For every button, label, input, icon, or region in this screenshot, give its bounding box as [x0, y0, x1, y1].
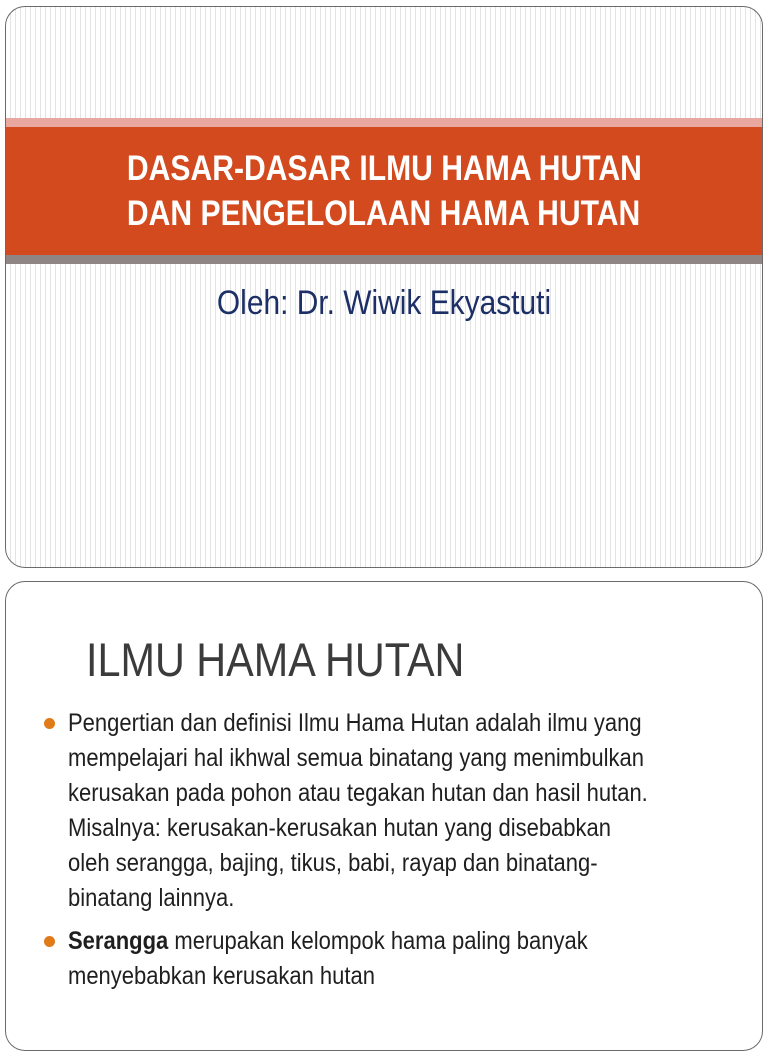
bullet-text-line: [68, 924, 663, 959]
title-band-top-stripe: [6, 118, 762, 127]
bullet-item-definition: [44, 706, 744, 916]
orange-circle-bullet-icon: [44, 936, 55, 947]
bullet-text-line: menyebabkan kerusakan hutan: [68, 962, 375, 990]
bullet-text-line: Misalnya: kerusakan-kerusakan hutan yang disebabkan: [68, 814, 612, 842]
bullet-text-line: kerusakan pada pohon atau tegakan hutan dan hasil hutan.: [68, 779, 648, 807]
slide-title-line-2: DAN PENGELOLAAN HAMA HUTAN: [126, 194, 640, 233]
bullet-text-rest: merupakan kelompok hama paling banyak: [168, 927, 588, 955]
bullet-text-line: binatang lainnya.: [68, 884, 235, 912]
slide-title-line-1: DASAR-DASAR ILMU HAMA HUTAN: [126, 149, 642, 188]
orange-circle-bullet-icon: [44, 718, 55, 729]
bullet-text-line: mempelajari hal ikhwal semua binatang yang menimbulkan: [68, 744, 644, 772]
author-subtitle: Oleh: Dr. Wiwik Ekyastuti: [216, 284, 552, 322]
section-heading: ILMU HAMA HUTAN: [86, 633, 465, 686]
bullet-item-serangga: [44, 924, 744, 994]
bullet-list: [44, 706, 744, 1002]
title-band: [6, 127, 762, 255]
content-slide: [5, 581, 763, 1051]
slide-title: [126, 146, 641, 236]
title-band-bottom-stripe: [6, 255, 762, 264]
bullet-text-line: oleh serangga, bajing, tikus, babi, rayap dan binatang-: [68, 849, 598, 877]
bullet-text-line: Pengertian dan definisi Ilmu Hama Hutan adalah ilmu yang: [68, 709, 642, 737]
title-slide: [5, 6, 763, 568]
bold-term-serangga: Serangga: [68, 927, 169, 955]
